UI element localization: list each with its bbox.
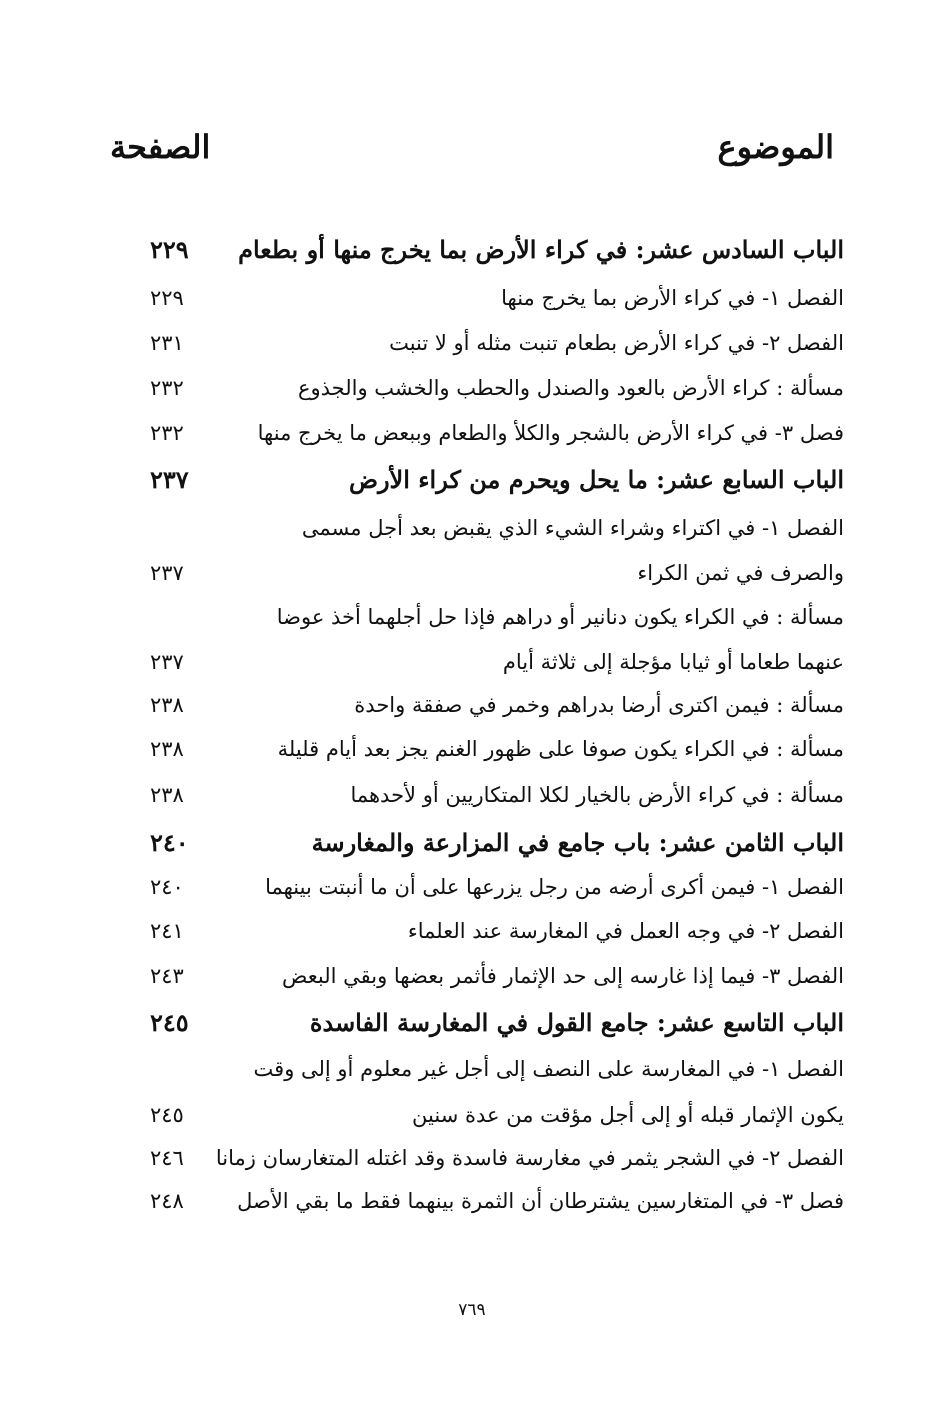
toc-entry-page: ٢٣٨ [150,693,184,717]
toc-row [150,956,844,996]
toc-row [150,597,844,637]
toc-entry-title: الفصل ٢- في الشجر يثمر في مغارسة فاسدة وقد اغتله المتغارسان زمانا [215,1146,844,1170]
toc-row [150,911,844,951]
toc-entry-title: الباب الثامن عشر: باب جامع في المزارعة والمغارسة [311,828,844,857]
toc-entry-title: الباب السادس عشر: في كراء الأرض بما يخرج منها أو بطعام [238,235,844,264]
toc-row [150,642,844,682]
toc-entry-page: ٢٤٣ [150,964,184,988]
toc-row [150,1003,844,1043]
toc-entry-title: فصل ٣- في المتغارسين يشترطان أن الثمرة بينهما فقط ما بقي الأصل [237,1189,844,1213]
toc-row [150,413,844,453]
toc-entry-title: فصل ٣- في كراء الأرض بالشجر والكلأ والطعام وببعض ما يخرج منها [257,421,844,445]
topic-column-heading: الموضوع [717,128,834,166]
toc-entry-title: الفصل ٢- في وجه العمل في المغارسة عند العلماء [407,919,844,943]
toc-entry-page: ٢٣٨ [150,783,184,807]
toc-entry-title: مسألة : في الكراء يكون صوفا على ظهور الغنم يجز بعد أيام قليلة [277,737,844,761]
toc-entry-page: ٢٤٨ [150,1189,184,1213]
toc-row [150,553,844,593]
toc-entry-page: ٢٤٦ [150,1146,184,1170]
toc-row [150,1095,844,1135]
toc-entry-page: ٢٣١ [150,331,184,355]
toc-entry-title: الباب السابع عشر: ما يحل ويحرم من كراء الأرض [348,465,844,494]
toc-row [150,1181,844,1221]
toc-entry-page: ٢٣٢ [150,421,184,445]
toc-entry-title: مسألة : في الكراء يكون دنانير أو دراهم فإذا حل أجلهما أخذ عوضا [276,605,844,629]
toc-entry-page: ٢٣٧ [150,465,189,494]
toc-entry-title: الفصل ١- فيمن أكرى أرضه من رجل يزرعها على أن ما أنبتت بينهما [265,875,844,899]
page-column-heading: الصفحة [110,128,211,166]
toc-entry-title: يكون الإثمار قبله أو إلى أجل مؤقت من عدة سنين [412,1103,844,1127]
toc-entry-title: الفصل ١- في اكتراء وشراء الشيء الذي يقبض بعد أجل مسمى [301,516,844,540]
toc-entry-page: ٢٣٨ [150,737,184,761]
toc-entry-title: مسألة : كراء الأرض بالعود والصندل والحطب والخشب والجذوع [297,376,844,400]
toc-row [150,1049,844,1089]
toc-entry-page: ٢٣٢ [150,376,184,400]
toc-entry-title: الباب التاسع عشر: جامع القول في المغارسة الفاسدة [309,1008,844,1037]
toc-entry-title: مسألة : في كراء الأرض بالخيار لكلا المتكاريين أو لأحدهما [350,783,844,807]
toc-entry-page: ٢٢٩ [150,235,189,264]
toc-entry-title: الفصل ١- في المغارسة على النصف إلى أجل غير معلوم أو إلى وقت [253,1057,844,1081]
toc-row [150,823,844,863]
toc-entry-page: ٢٣٧ [150,650,184,674]
toc-row [150,460,844,500]
toc-entry-title: عنهما طعاما أو ثيابا مؤجلة إلى ثلاثة أيام [502,650,844,674]
toc-row [150,230,844,270]
toc-row [150,685,844,725]
toc-entry-title: الفصل ٢- في كراء الأرض بطعام تنبت مثله أو لا تنبت [389,331,844,355]
toc-row [150,867,844,907]
toc-entry-page: ٢٤٥ [150,1008,189,1037]
toc-entry-title: الفصل ٣- فيما إذا غارسه إلى حد الإثمار فأثمر بعضها وبقي البعض [282,964,844,988]
toc-entry-page: ٢٣٧ [150,561,184,585]
toc-entry-title: مسألة : فيمن اكترى أرضا بدراهم وخمر في صفقة واحدة [354,693,844,717]
page-number: ٧٦٩ [458,1300,486,1320]
toc-row [150,775,844,815]
toc-row [150,278,844,318]
toc-row [150,508,844,548]
toc-entry-page: ٢٤١ [150,919,184,943]
toc-row [150,368,844,408]
toc-row [150,729,844,769]
toc-entry-title: والصرف في ثمن الكراء [637,561,844,585]
toc-row [150,1138,844,1178]
toc-entry-page: ٢٤٠ [150,875,184,899]
toc-entry-page: ٢٢٩ [150,286,184,310]
toc-entry-title: الفصل ١- في كراء الأرض بما يخرج منها [501,286,844,310]
toc-entry-page: ٢٤٠ [150,828,189,857]
toc-row [150,323,844,363]
toc-entry-page: ٢٤٥ [150,1103,184,1127]
